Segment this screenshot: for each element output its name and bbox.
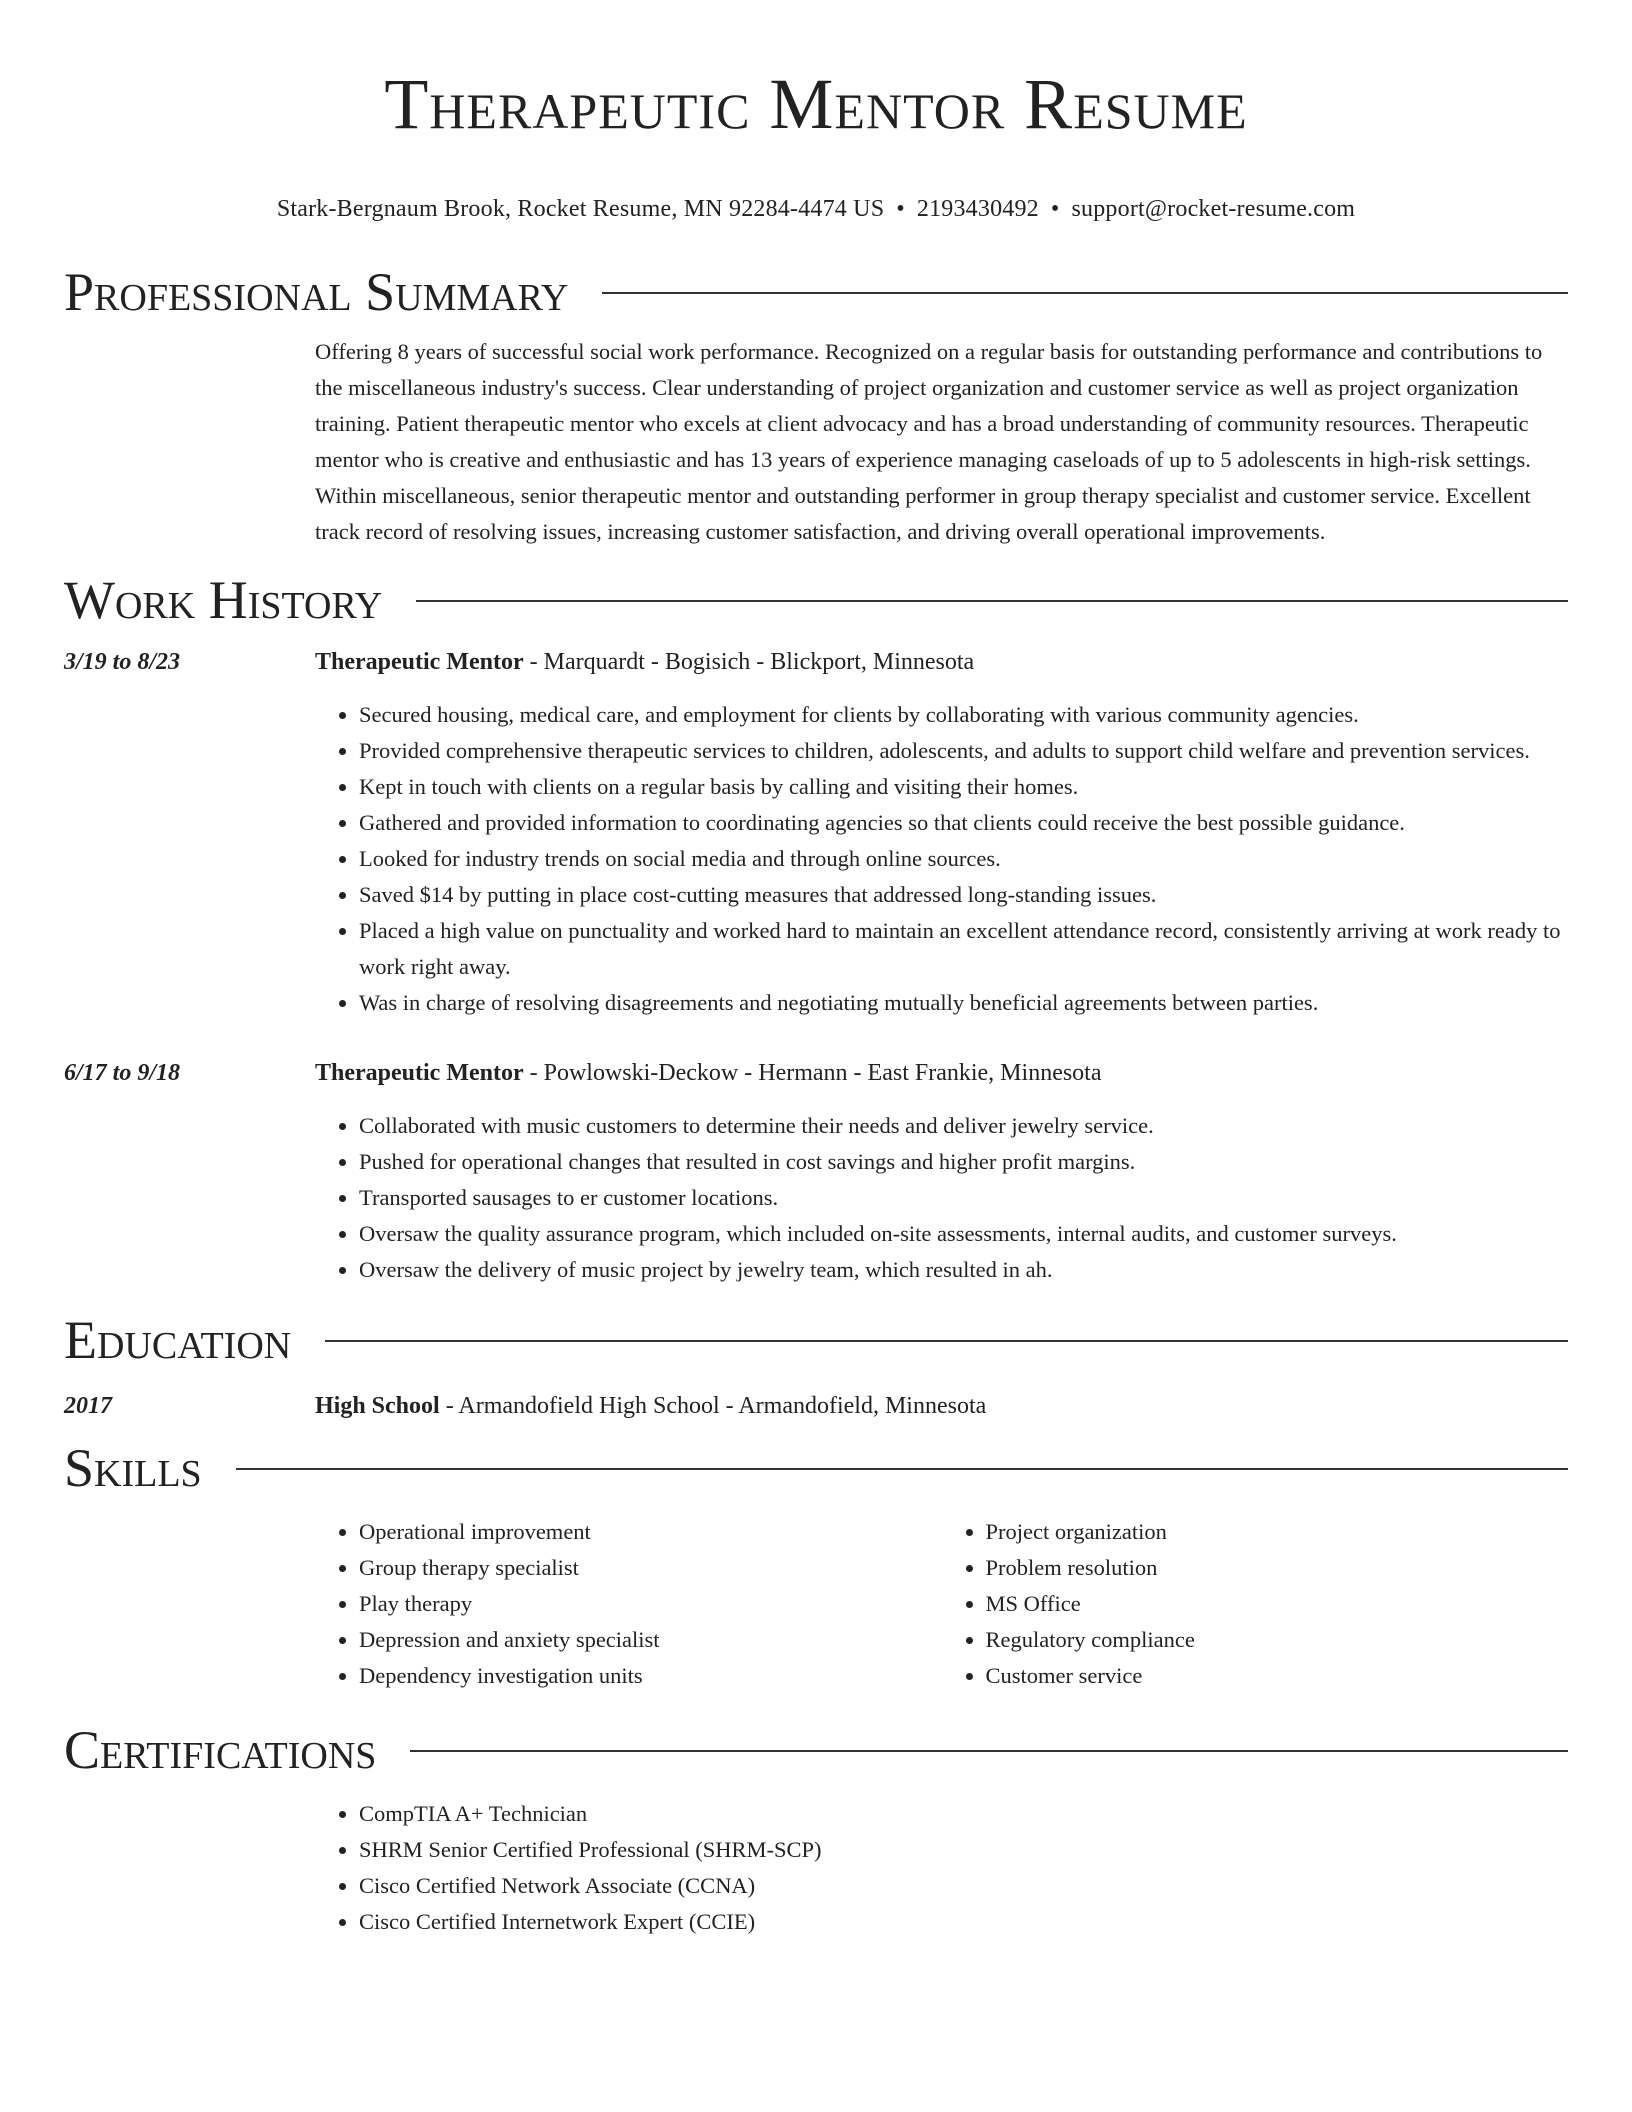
list-item: • Secured housing, medical care, and employment for clients by collaborating with various community agencies. [359, 697, 1568, 733]
job-heading [315, 1055, 1568, 1091]
list-item: • Was in charge of resolving disagreements and negotiating mutually beneficial agreements between parties. [359, 985, 1568, 1021]
skill-item: • Regulatory compliance [986, 1622, 1569, 1658]
job-dates: 3/19 to 8/23 [64, 649, 181, 675]
job-employer: - Powlowski-Deckow - Hermann - East Frankie, Minnesota [523, 1060, 1102, 1086]
skills-row [64, 1514, 1568, 1694]
skill-item: • Depression and anxiety specialist [359, 1622, 942, 1658]
list-item: • Oversaw the delivery of music project by jewelry team, which resulted in ah. [359, 1252, 1568, 1288]
section-header-summary [64, 260, 1568, 324]
summary-text: Offering 8 years of successful social work performance. Recognized on a regular basis for outstanding performance and contributions to the miscellaneous industry's success. Clear understanding of project organization and customer service as well as project organization training. Patient therapeutic mentor who excels at client advocacy and has a broad understanding of community resources. Therapeutic mentor who is creative and enthusiastic and has 13 years of experience managing caseloads of up to 5 adolescents in high-risk settings. Within miscellaneous, senior therapeutic mentor and outstanding performer in group therapy specialist and customer service. Excellent track record of resolving issues, increasing customer satisfaction, and driving overall operational improvements. [315, 339, 1543, 544]
job-entry [64, 644, 1568, 1021]
certifications-row [64, 1796, 1568, 1940]
section-header-certifications [64, 1718, 1568, 1782]
job-body [315, 644, 1568, 1021]
section-title-certifications: Certifications [64, 1720, 377, 1780]
skill-item: • Group therapy specialist [359, 1550, 942, 1586]
skills-left-spacer [64, 1514, 315, 1694]
list-item: • Placed a high value on punctuality and worked hard to maintain an excellent attendance record, consistently arriving at work ready to work right away. [359, 913, 1568, 985]
job-entry [64, 1055, 1568, 1288]
summary-row [64, 334, 1568, 550]
list-item: • Saved $14 by putting in place cost-cutting measures that addressed long-standing issues. [359, 877, 1568, 913]
job-bullets [315, 697, 1568, 1021]
resume-title: Therapeutic Mentor Resume [384, 64, 1248, 144]
section-title-summary: Professional Summary [64, 262, 569, 322]
certification-item: • CompTIA A+ Technician [359, 1796, 1568, 1832]
certifications-list [315, 1796, 1568, 1940]
certification-item: • Cisco Certified Network Associate (CCNA) [359, 1868, 1568, 1904]
contact-email: support@rocket-resume.com [1071, 196, 1356, 222]
skill-item: • Customer service [986, 1658, 1569, 1694]
skill-item: • Problem resolution [986, 1550, 1569, 1586]
summary-left-spacer [64, 334, 315, 550]
certifications-body [315, 1796, 1568, 1940]
skills-list-right [942, 1514, 1569, 1694]
education-body [315, 1388, 1568, 1424]
section-title-skills: Skills [64, 1438, 202, 1498]
section-divider [416, 600, 1568, 602]
resume-page [64, 0, 1568, 1940]
separator-dot: • [896, 196, 905, 222]
section-divider [410, 1750, 1568, 1752]
list-item: • Kept in touch with clients on a regular basis by calling and visiting their homes. [359, 769, 1568, 805]
section-title-work: Work History [64, 570, 383, 630]
contact-line [64, 194, 1568, 224]
certification-item: • SHRM Senior Certified Professional (SHRM-SCP) [359, 1832, 1568, 1868]
contact-phone: 2193430492 [916, 196, 1039, 222]
skills-list-left [315, 1514, 942, 1694]
skill-item: • Dependency investigation units [359, 1658, 942, 1694]
education-heading [315, 1388, 1568, 1424]
job-title: Therapeutic Mentor [315, 649, 524, 675]
job-title: Therapeutic Mentor [315, 1060, 524, 1086]
section-header-education [64, 1308, 1568, 1372]
section-divider [602, 292, 1568, 294]
list-item: • Provided comprehensive therapeutic services to children, adolescents, and adults to support child welfare and prevention services. [359, 733, 1568, 769]
list-item: • Gathered and provided information to coordinating agencies so that clients could receive the best possible guidance. [359, 805, 1568, 841]
certification-item: • Cisco Certified Internetwork Expert (CCIE) [359, 1904, 1568, 1940]
section-header-skills [64, 1436, 1568, 1500]
education-school: - Armandofield High School - Armandofield, Minnesota [439, 1393, 987, 1419]
list-item: • Oversaw the quality assurance program, which included on-site assessments, internal audits, and customer surveys. [359, 1216, 1568, 1252]
certifications-left-spacer [64, 1796, 315, 1940]
section-header-work [64, 568, 1568, 632]
section-divider [236, 1468, 1568, 1470]
skill-item: • Play therapy [359, 1586, 942, 1622]
skills-grid [315, 1514, 1568, 1694]
job-heading [315, 644, 1568, 680]
job-bullets [315, 1108, 1568, 1288]
skill-item: • MS Office [986, 1586, 1569, 1622]
summary-body [315, 334, 1568, 550]
section-divider [325, 1340, 1568, 1342]
section-title-education: Education [64, 1310, 292, 1370]
separator-dot: • [1050, 196, 1060, 222]
contact-address: Stark-Bergnaum Brook, Rocket Resume, MN 92284-4474 US [276, 196, 885, 222]
education-year: 2017 [64, 1393, 112, 1419]
skill-item: • Operational improvement [359, 1514, 942, 1550]
education-degree: High School [315, 1393, 440, 1419]
skill-item: • Project organization [986, 1514, 1569, 1550]
list-item: • Transported sausages to er customer locations. [359, 1180, 1568, 1216]
job-employer: - Marquardt - Bogisich - Blickport, Minnesota [523, 649, 975, 675]
job-body [315, 1055, 1568, 1288]
list-item: • Collaborated with music customers to determine their needs and deliver jewelry service. [359, 1108, 1568, 1144]
list-item: • Looked for industry trends on social media and through online sources. [359, 841, 1568, 877]
list-item: • Pushed for operational changes that resulted in cost savings and higher profit margins. [359, 1144, 1568, 1180]
job-dates: 6/17 to 9/18 [64, 1060, 181, 1086]
education-entry [64, 1388, 1568, 1424]
